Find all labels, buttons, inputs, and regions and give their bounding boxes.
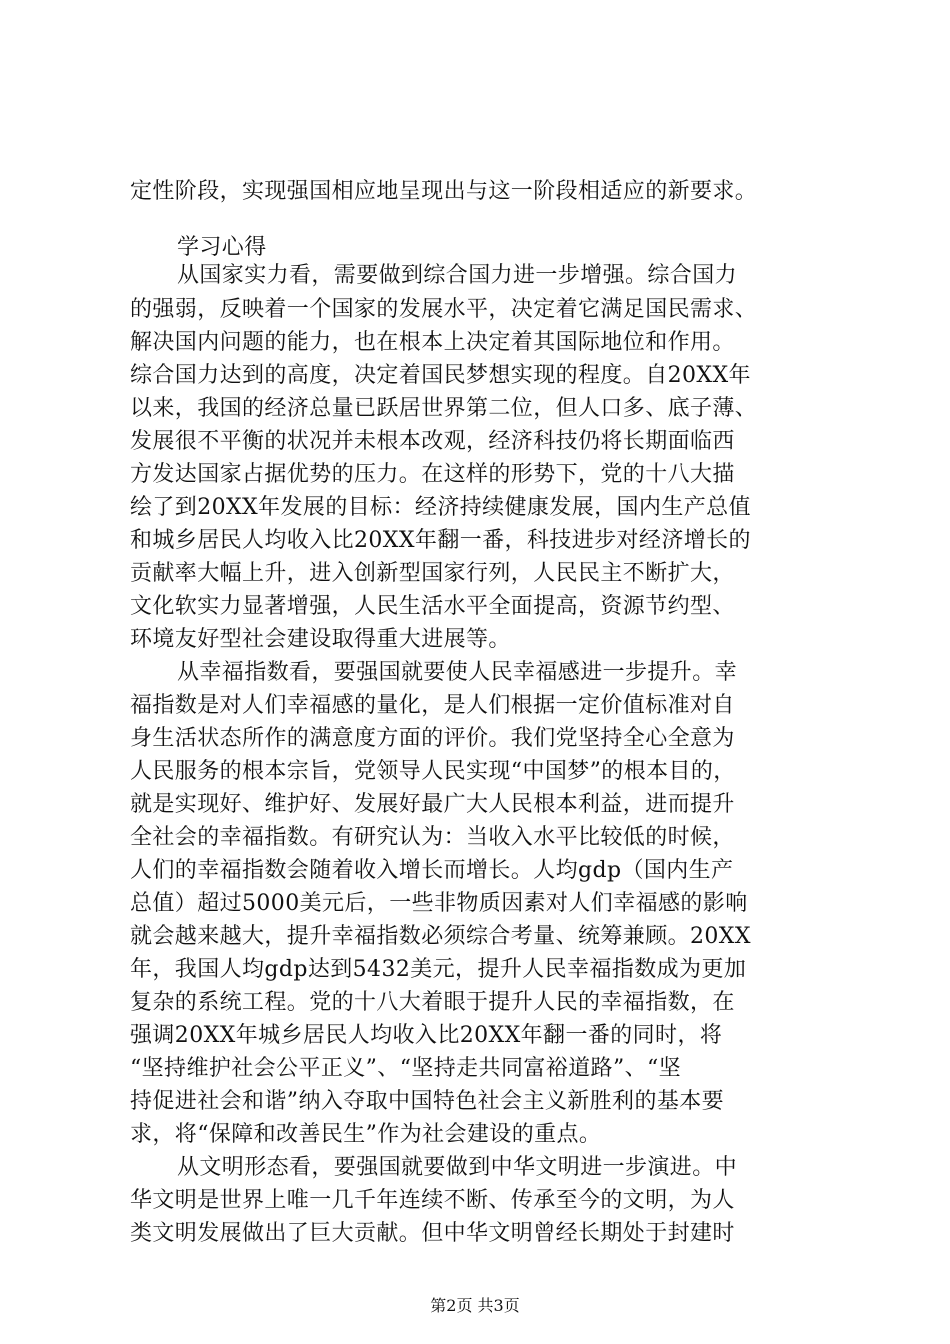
paragraph-line: 人民服务的根本宗旨，党领导人民实现“中国梦”的根本目的， xyxy=(130,759,736,784)
paragraph-line: 总值）超过5000美元后，一些非物质因素对人们幸福感的影响 xyxy=(130,891,748,916)
page-footer: 第2页 共3页 xyxy=(430,1296,520,1315)
paragraph-line: 和城乡居民人均收入比20XX年翻一番，科技进步对经济增长的 xyxy=(130,528,751,553)
paragraph-line: 从国家实力看，需要做到综合国力进一步增强。综合国力 xyxy=(177,263,738,288)
paragraph-line: 人们的幸福指数会随着收入增长而增长。人均gdp（国内生产 xyxy=(130,858,734,883)
section-heading: 学习心得 xyxy=(177,235,267,260)
paragraph-line: 全社会的幸福指数。有研究认为：当收入水平比较低的时候， xyxy=(130,825,735,850)
paragraph-line: 年，我国人均gdp达到5432美元，提升人民幸福指数成为更加 xyxy=(130,957,747,982)
paragraph-line: 绘了到20XX年发展的目标：经济持续健康发展，国内生产总值 xyxy=(130,495,751,520)
paragraph-line: 的强弱，反映着一个国家的发展水平，决定着它满足国民需求、 xyxy=(130,297,758,322)
paragraph-line: 贡献率大幅上升，进入创新型国家行列，人民民主不断扩大， xyxy=(130,561,735,586)
paragraph-line: 就会越来越大，提升幸福指数必须综合考量、统筹兼顾。20XX xyxy=(130,924,751,949)
paragraph-line: 以来，我国的经济总量已跃居世界第二位，但人口多、底子薄、 xyxy=(130,396,758,421)
paragraph-line: 从幸福指数看，要强国就要使人民幸福感进一步提升。幸 xyxy=(177,660,738,685)
lead-line: 定性阶段，实现强国相应地呈现出与这一阶段相适应的新要求。 xyxy=(130,179,758,204)
paragraph-line: “坚持维护社会公平正义”、“坚持走共同富裕道路”、“坚 xyxy=(130,1056,682,1081)
paragraph-line: 类文明发展做出了巨大贡献。但中华文明曾经长期处于封建时 xyxy=(130,1221,735,1246)
paragraph-line: 福指数是对人们幸福感的量化，是人们根据一定价值标准对自 xyxy=(130,693,735,718)
paragraph-line: 环境友好型社会建设取得重大进展等。 xyxy=(130,627,511,652)
paragraph-line: 从文明形态看，要强国就要做到中华文明进一步演进。中 xyxy=(177,1155,738,1180)
paragraph-line: 解决国内问题的能力，也在根本上决定着其国际地位和作用。 xyxy=(130,330,735,355)
paragraph-line: 身生活状态所作的满意度方面的评价。我们党坚持全心全意为 xyxy=(130,726,735,751)
paragraph-line: 就是实现好、维护好、发展好最广大人民根本利益，进而提升 xyxy=(130,792,735,817)
paragraph-line: 文化软实力显著增强，人民生活水平全面提高，资源节约型、 xyxy=(130,594,735,619)
paragraph-line: 发展很不平衡的状况并未根本改观，经济科技仍将长期面临西 xyxy=(130,429,735,454)
paragraph-line: 华文明是世界上唯一几千年连续不断、传承至今的文明，为人 xyxy=(130,1188,735,1213)
paragraph-line: 持促进社会和谐”纳入夺取中国特色社会主义新胜利的基本要 xyxy=(130,1089,725,1114)
paragraph-line: 求，将“保障和改善民生”作为社会建设的重点。 xyxy=(130,1122,602,1147)
paragraph-line: 强调20XX年城乡居民人均收入比20XX年翻一番的同时，将 xyxy=(130,1023,723,1048)
paragraph-line: 综合国力达到的高度，决定着国民梦想实现的程度。自20XX年 xyxy=(130,363,751,388)
paragraph-line: 方发达国家占据优势的压力。在这样的形势下，党的十八大描 xyxy=(130,462,735,487)
paragraph-line: 复杂的系统工程。党的十八大着眼于提升人民的幸福指数，在 xyxy=(130,990,735,1015)
